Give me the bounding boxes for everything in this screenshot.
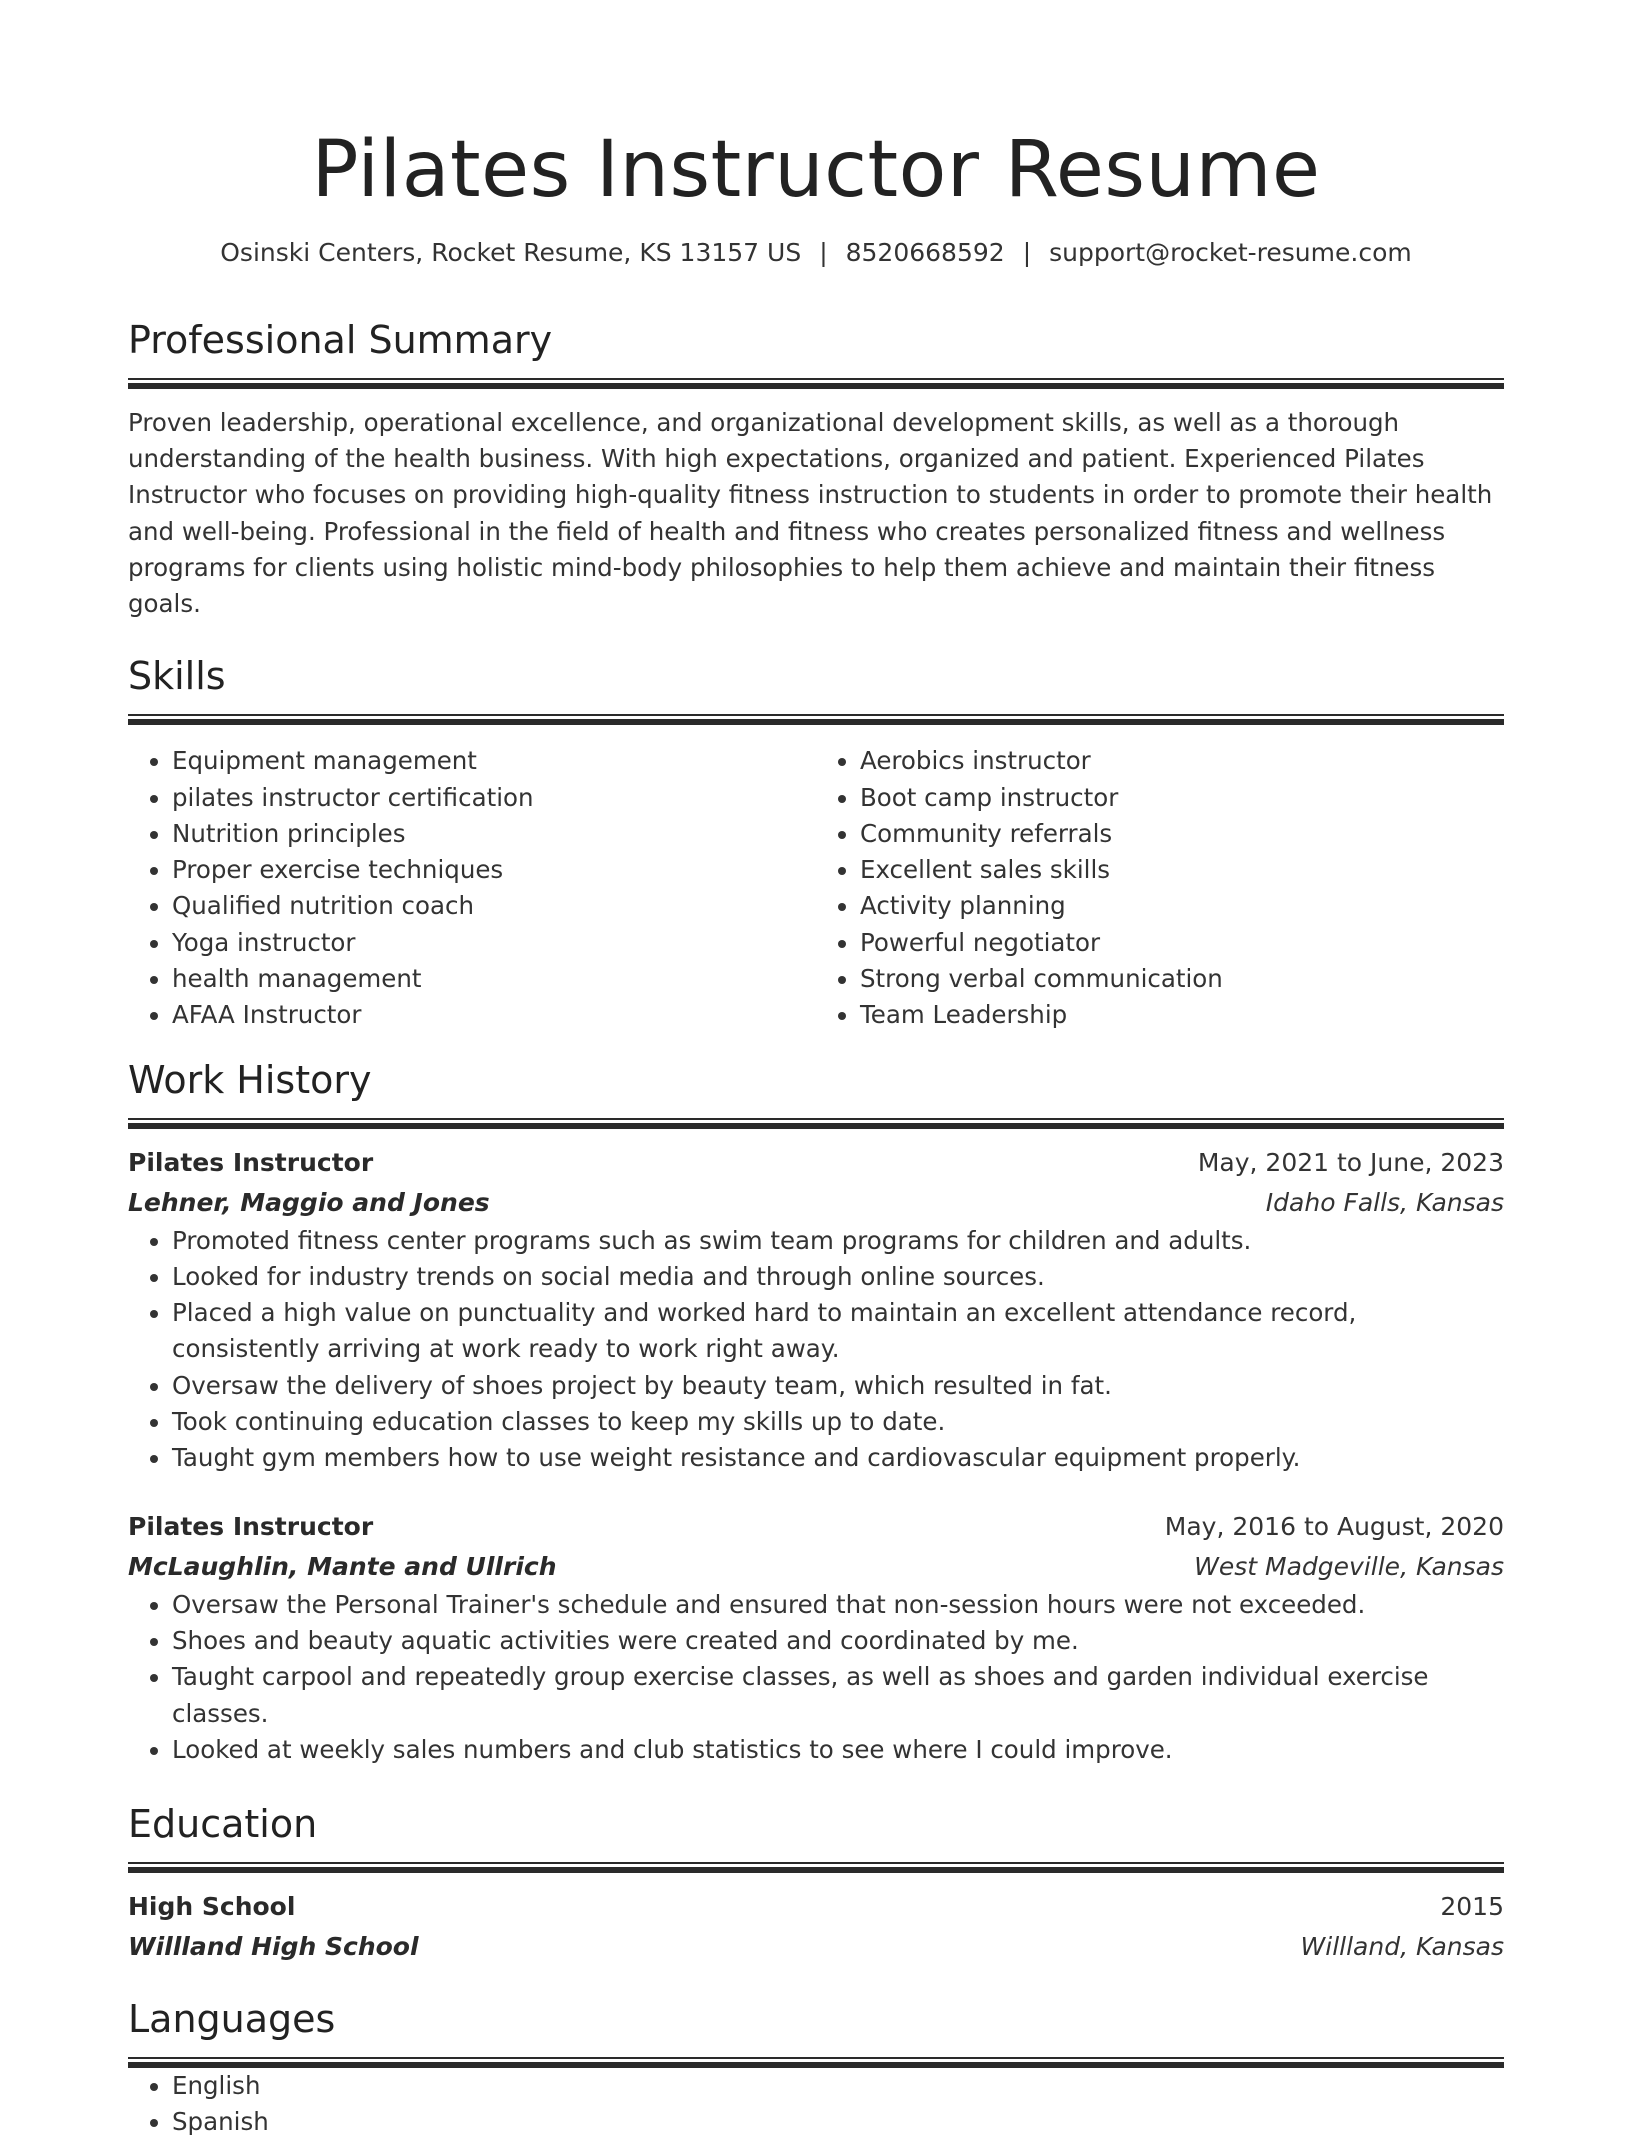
skill-item: • Nutrition principles (172, 816, 816, 852)
job-dates: May, 2016 to August, 2020 (1164, 1511, 1504, 1541)
job-title: Pilates Instructor (128, 1511, 374, 1541)
contact-separator: | (819, 238, 828, 267)
skills-grid (128, 743, 1504, 1033)
job-duty-item: • Shoes and beauty aquatic activities were created and coordinated by me. (172, 1623, 1504, 1659)
skill-item: • AFAA Instructor (172, 997, 816, 1033)
skill-item: • Strong verbal communication (860, 961, 1504, 997)
job-duty-item: • Promoted fitness center programs such as swim team programs for children and adults. (172, 1223, 1504, 1259)
job-title: Pilates Instructor (128, 1147, 374, 1177)
job-duty-item: • Looked for industry trends on social media and through online sources. (172, 1259, 1504, 1295)
job-duty-item: • Taught gym members how to use weight resistance and cardiovascular equipment properly. (172, 1440, 1504, 1476)
job-company: Lehner, Maggio and Jones (128, 1187, 490, 1217)
skill-item: • Proper exercise techniques (172, 852, 816, 888)
summary-text: Proven leadership, operational excellence, and organizational development skills, as well as a thorough understanding of the health business. With high expectations, organized and patient. Experienced Pilates Instructor who focuses on providing high-quality fitness instruction to students in order to promote their health and well-being. Professional in the field of health and fitness who creates personalized fitness and wellness programs for clients using holistic mind-body philosophies to help them achieve and maintain their fitness goals. (128, 408, 1493, 619)
contact-address: Osinski Centers, Rocket Resume, KS 13157 US (220, 238, 802, 267)
summary-heading: Professional Summary (128, 318, 553, 362)
education-section (128, 1800, 1504, 1967)
education-year: 2015 (1440, 1892, 1504, 1922)
job-company: McLaughlin, Mante and Ullrich (128, 1551, 557, 1581)
skill-item: • Equipment management (172, 743, 816, 779)
job-duty-item: • Oversaw the delivery of shoes project by beauty team, which resulted in fat. (172, 1368, 1504, 1404)
skills-section (128, 652, 1504, 1033)
skill-item: • Team Leadership (860, 997, 1504, 1033)
job-duties-list (128, 1223, 1504, 1477)
summary-section (128, 316, 1504, 622)
skill-item: • Excellent sales skills (860, 852, 1504, 888)
job-duty-item: • Placed a high value on punctuality and worked hard to maintain an excellent attendance record, consistently arriving at work ready to work right away. (172, 1295, 1504, 1368)
languages-list (128, 2068, 1504, 2141)
page-title: Pilates Instructor Resume (311, 125, 1321, 215)
job-company-row (128, 1547, 1504, 1587)
language-item: • English (172, 2068, 1504, 2104)
language-item: • Spanish (172, 2104, 1504, 2140)
education-heading: Education (128, 1802, 318, 1847)
job-location: Idaho Falls, Kansas (1265, 1187, 1504, 1217)
education-school: Willland High School (128, 1932, 419, 1962)
contact-separator: | (1022, 238, 1032, 267)
languages-section (128, 1995, 1504, 2141)
skill-item: • Qualified nutrition coach (172, 888, 816, 924)
skill-item: • Powerful negotiator (860, 925, 1504, 961)
section-divider (128, 1118, 1504, 1129)
job-duty-item: • Oversaw the Personal Trainer's schedule and ensured that non-session hours were not exceeded. (172, 1587, 1504, 1623)
skill-item: • pilates instructor certification (172, 780, 816, 816)
skill-item: • Community referrals (860, 816, 1504, 852)
skill-item: • health management (172, 961, 816, 997)
job-duty-item: • Took continuing education classes to keep my skills up to date. (172, 1404, 1504, 1440)
job-company-row (128, 1183, 1504, 1223)
contact-email: support@rocket-resume.com (1049, 238, 1412, 267)
education-school-row (128, 1927, 1504, 1967)
skill-item: • Activity planning (860, 888, 1504, 924)
education-degree: High School (128, 1892, 296, 1922)
job-entry (128, 1143, 1504, 1477)
section-divider (128, 1862, 1504, 1873)
section-divider (128, 2057, 1504, 2068)
skill-item: • Yoga instructor (172, 925, 816, 961)
job-title-row (128, 1507, 1504, 1547)
contact-phone: 8520668592 (845, 238, 1005, 267)
job-entry (128, 1507, 1504, 1768)
education-degree-row (128, 1887, 1504, 1927)
job-duties-list (128, 1587, 1504, 1768)
work-history-section (128, 1056, 1504, 1769)
job-title-row (128, 1143, 1504, 1183)
work-history-heading: Work History (128, 1057, 372, 1102)
skill-item: • Aerobics instructor (860, 743, 1504, 779)
job-location: West Madgeville, Kansas (1194, 1551, 1504, 1581)
skills-list-left (128, 743, 816, 1033)
languages-heading: Languages (128, 1997, 336, 2042)
skills-list-right (816, 743, 1504, 1033)
contact-line (128, 236, 1504, 270)
skills-heading: Skills (128, 654, 226, 699)
section-divider (128, 378, 1504, 389)
skill-item: • Boot camp instructor (860, 780, 1504, 816)
job-duty-item: • Looked at weekly sales numbers and club statistics to see where I could improve. (172, 1732, 1504, 1768)
education-location: Willland, Kansas (1300, 1932, 1504, 1962)
education-entry (128, 1887, 1504, 1967)
job-duty-item: • Taught carpool and repeatedly group exercise classes, as well as shoes and garden individual exercise classes. (172, 1659, 1504, 1732)
section-divider (128, 714, 1504, 725)
job-dates: May, 2021 to June, 2023 (1197, 1147, 1504, 1177)
